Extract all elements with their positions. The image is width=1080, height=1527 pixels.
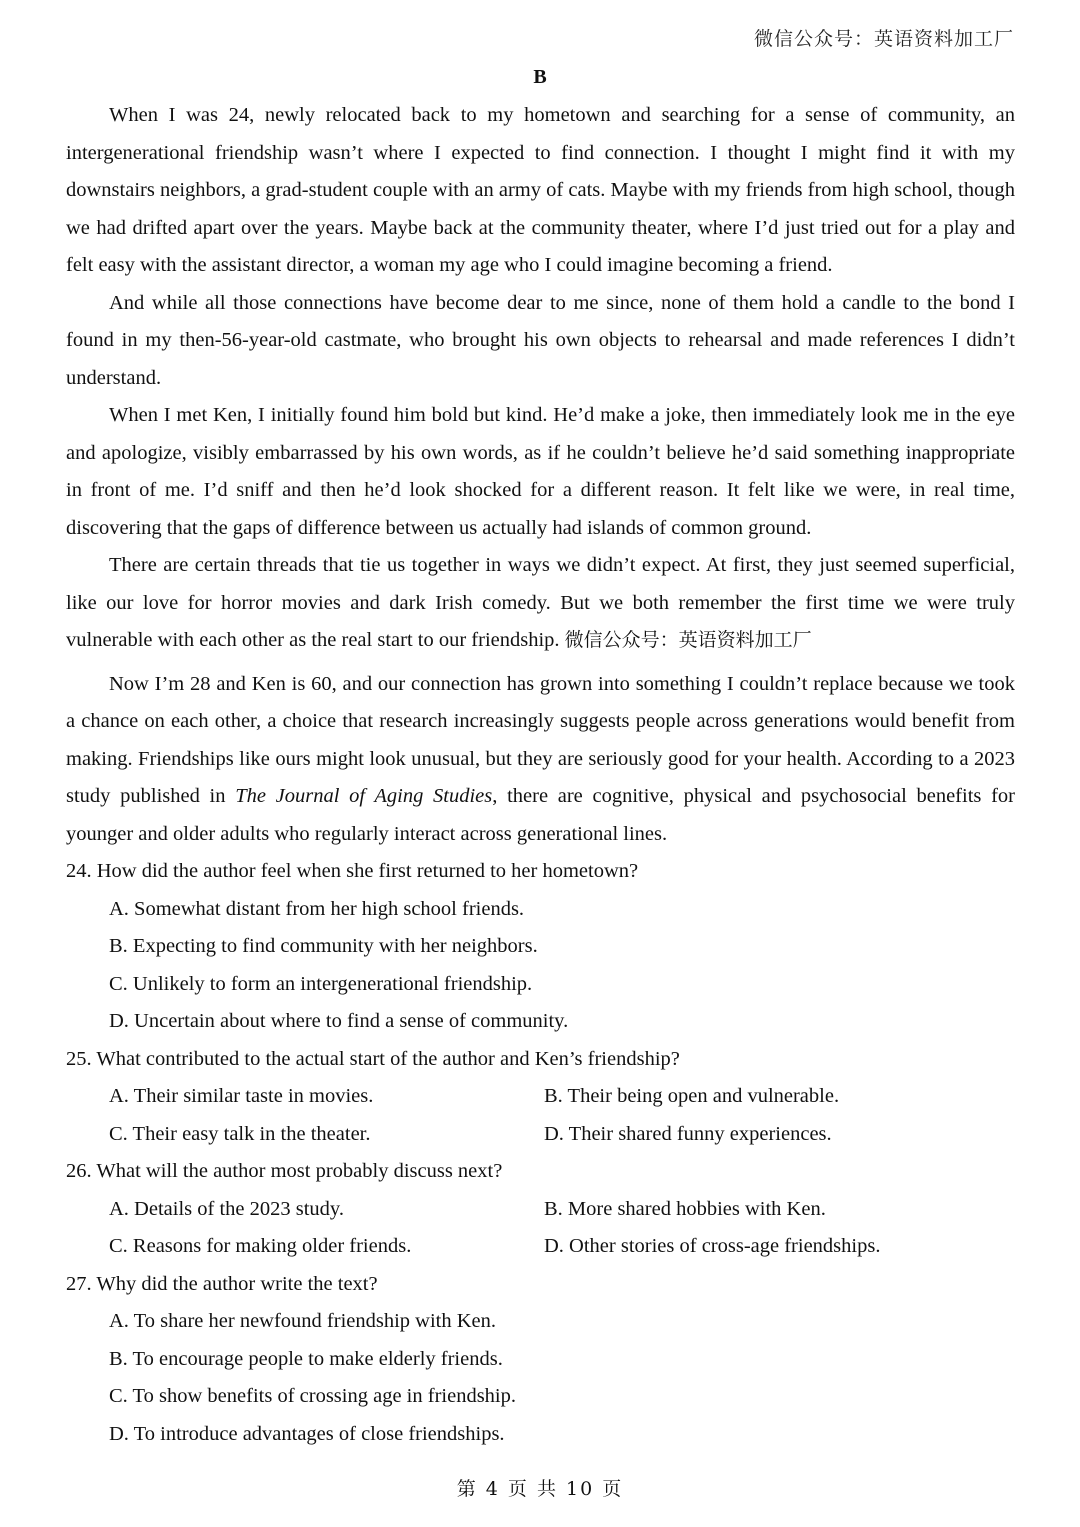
question-25-options-row-2 [66, 1116, 1015, 1154]
question-27-stem: 27. Why did the author write the text? [66, 1272, 378, 1295]
document-body [66, 97, 1015, 1453]
question-25-option-b: B. Their being open and vulnerable. [544, 1085, 840, 1107]
paragraph-5-text-b: , there are cognitive, physical and psychosocial benefits for younger and older adults who regularly interact across generational lines. [66, 785, 1015, 845]
question-27-option-c: C. To show benefits of crossing age in friendship. [109, 1385, 516, 1407]
question-26-option-b: B. More shared hobbies with Ken. [544, 1197, 826, 1220]
question-27-option-b: B. To encourage people to make elderly friends. [109, 1347, 503, 1370]
inline-watermark: 微信公众号：英语资料加工厂 [564, 629, 812, 651]
question-26-stem: 26. What will the author most probably discuss next? [66, 1160, 503, 1182]
passage-paragraph-3: When I met Ken, I initially found him bold but kind. He’d make a joke, then immediately look me in the eye and apologize, visibly embarrassed by his own words, as if he couldn’t believe he’d said something inappropriate in front of me. I’d sniff and then he’d look shocked for a different reason. It felt like we were, in real time, discovering that the gaps of difference between us actually had islands of common ground. [66, 404, 1015, 539]
question-25-option-a: A. Their similar taste in movies. [109, 1085, 374, 1107]
question-26-option-d: D. Other stories of cross-age friendships. [544, 1235, 881, 1257]
question-26-options-row-1 [66, 1191, 1015, 1229]
question-25-option-c: C. Their easy talk in the theater. [109, 1122, 371, 1145]
passage-paragraph-1: When I was 24, newly relocated back to my hometown and searching for a sense of community, an intergenerational friendship wasn’t where I expected to find connection. I thought I might find it with my downstairs neighbors, a grad-student couple with an army of cats. Maybe with my friends from high school, though we had drifted apart over the years. Maybe back at the community theater, where I’d just tried out for a play and felt easy with the assistant director, a woman my age who I could imagine becoming a friend. [66, 104, 1015, 276]
passage-paragraph-5 [66, 666, 1015, 854]
journal-title: The Journal of Aging Studies [235, 785, 493, 807]
section-heading: B [533, 66, 547, 88]
header-watermark: 微信公众号：英语资料加工厂 [753, 28, 1014, 50]
question-24-stem: 24. How did the author feel when she first returned to her hometown? [66, 860, 639, 882]
passage-paragraph-2: And while all those connections have become dear to me since, none of them hold a candle to the bond I found in my then-56-year-old castmate, who brought his own objects to rehearsal and made references I didn’t understand. [66, 291, 1015, 389]
question-27-option-d: D. To introduce advantages of close friendships. [109, 1422, 505, 1445]
paragraph-4-text: There are certain threads that tie us together in ways we didn’t expect. At first, they just seemed superficial, like our love for horror movies and dark Irish comedy. But we both remember the first time we were truly vulnerable with each other as the real start to our friendship. [66, 554, 1015, 651]
question-25-options-row-1 [66, 1078, 1015, 1116]
question-24-option-d: D. Uncertain about where to find a sense of community. [109, 1010, 569, 1032]
question-25-option-d: D. Their shared funny experiences. [544, 1122, 832, 1145]
question-26-option-a: A. Details of the 2023 study. [109, 1197, 344, 1220]
question-24-option-c: C. Unlikely to form an intergenerational friendship. [109, 972, 533, 995]
page-number: 第 4 页 共 10 页 [456, 1478, 624, 1500]
question-26-options-row-2 [66, 1228, 1015, 1266]
question-27-option-a: A. To share her newfound friendship with Ken. [109, 1310, 497, 1332]
question-24-option-a: A. Somewhat distant from her high school friends. [109, 897, 525, 920]
passage-paragraph-4 [66, 547, 1015, 660]
question-24-option-b: B. Expecting to find community with her neighbors. [109, 935, 538, 957]
question-25-stem: 25. What contributed to the actual start of the author and Ken’s friendship? [66, 1047, 680, 1070]
question-26-option-c: C. Reasons for making older friends. [109, 1235, 412, 1257]
paragraph-5-text-a: Now I’m 28 and Ken is 60, and our connection has grown into something I couldn’t replace because we took a chance on each other, a choice that research increasingly suggests people across generations would benefit from making. Friendships like ours might look unusual, but they are seriously good for your health. According to a 2023 study published in [66, 672, 1015, 807]
